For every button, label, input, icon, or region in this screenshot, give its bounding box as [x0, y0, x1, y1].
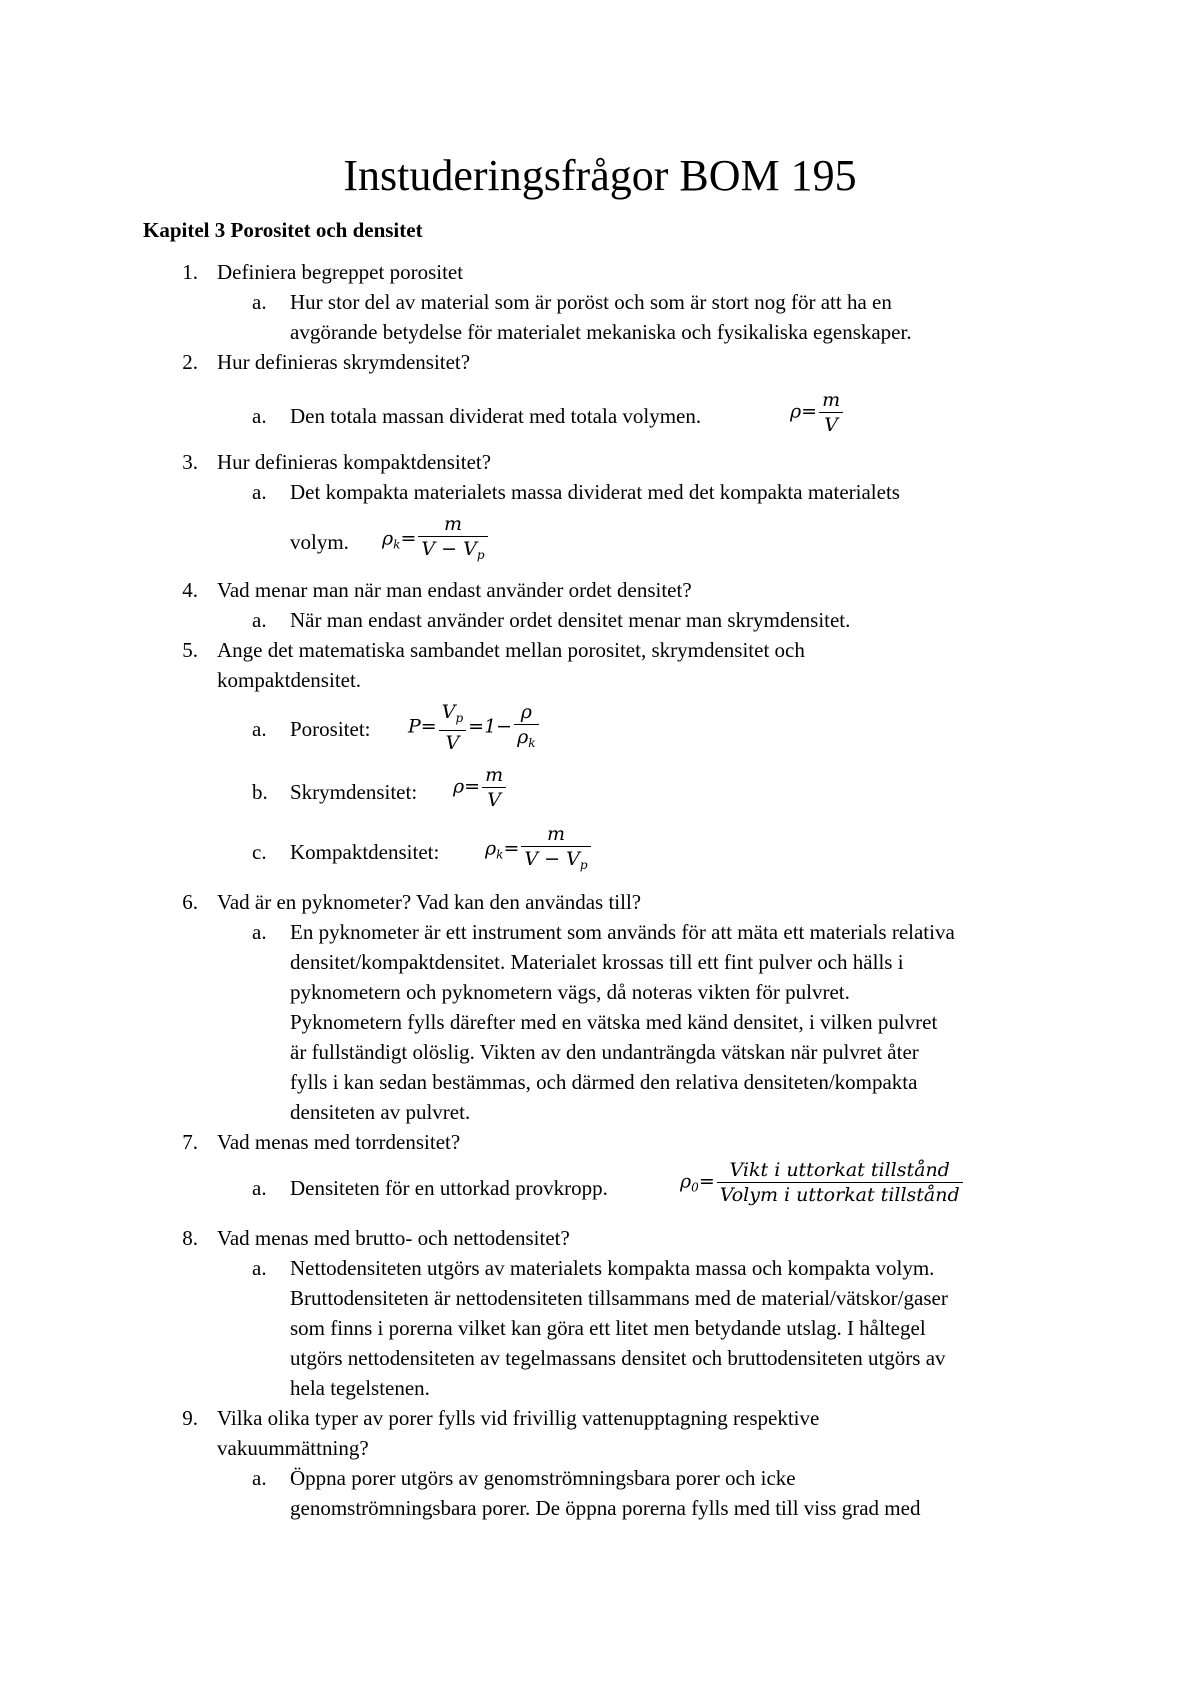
answer-text: När man endast använder ordet densitet menar man skrymdensitet. — [290, 608, 851, 632]
answer-text: volym. — [290, 530, 349, 554]
question-text: Hur definieras skrymdensitet? — [217, 350, 471, 374]
answer-letter: a. — [252, 290, 267, 314]
answer-letter: a. — [252, 480, 267, 504]
answer-text: genomströmningsbara porer. De öppna porerna fylls med till viss grad med — [290, 1496, 921, 1520]
answer-letter: a. — [252, 1466, 267, 1490]
formula-porositet: P= $\frac{V_p}{V}$ =1− $\frac{\rho}{\rho_k}$ — [408, 700, 541, 755]
question-number: 1. — [182, 260, 198, 284]
question-text: Vad menas med torrdensitet? — [217, 1130, 461, 1154]
question-text: Hur definieras kompaktdensitet? — [217, 450, 492, 474]
answer-text: är fullständigt olöslig. Vikten av den undanträngda vätskan när pulvret åter — [290, 1040, 919, 1064]
formula-skrymdensitet: ρ= $\frac{m}{V}$ — [790, 388, 845, 437]
question-number: 2. — [182, 350, 198, 374]
formula-kompaktdensitet: $\rho_k=$ $\frac{m}{V - V_p}$ — [382, 512, 490, 567]
answer-text: En pyknometer är ett instrument som används för att mäta ett materials relativa — [290, 920, 955, 944]
answer-text: avgörande betydelse för materialet mekaniska och fysikaliska egenskaper. — [290, 320, 912, 344]
answer-letter: a. — [252, 717, 267, 741]
question-text: vakuummättning? — [217, 1436, 369, 1460]
question-number: 4. — [182, 578, 198, 602]
answer-text: Bruttodensiteten är nettodensiteten tillsammans med de material/vätskor/gaser — [290, 1286, 948, 1310]
formula-torrdensitet: $\rho_0=$ $\frac{\text{Vikt i uttorkat tillstånd}}{\text{Volym i uttorkat tillstånd}}$ — [680, 1158, 965, 1207]
answer-text: Kompaktdensitet: — [290, 840, 440, 864]
question-number: 5. — [182, 638, 198, 662]
question-text: Definiera begreppet porositet — [217, 260, 464, 284]
answer-letter: a. — [252, 920, 267, 944]
answer-letter: a. — [252, 1256, 267, 1280]
answer-text: pyknometern och pyknometern vägs, då noteras vikten för pulvret. — [290, 980, 850, 1004]
question-number: 7. — [182, 1130, 198, 1154]
answer-text: Densiteten för en uttorkad provkropp. — [290, 1176, 608, 1200]
answer-text: densitet/kompaktdensitet. Materialet krossas till ett fint pulver och hälls i — [290, 950, 904, 974]
question-text: kompaktdensitet. — [217, 668, 362, 692]
answer-letter: b. — [252, 780, 268, 804]
question-text: Vad menas med brutto- och nettodensitet? — [217, 1226, 570, 1250]
answer-letter: a. — [252, 1176, 267, 1200]
answer-text: hela tegelstenen. — [290, 1376, 430, 1400]
answer-text: Nettodensiteten utgörs av materialets kompakta massa och kompakta volym. — [290, 1256, 935, 1280]
question-number: 9. — [182, 1406, 198, 1430]
answer-text: Skrymdensitet: — [290, 780, 418, 804]
question-text: Vad menar man när man endast använder ordet densitet? — [217, 578, 692, 602]
formula-kompaktdensitet: $\rho_k=$ $\frac{m}{V - V_p}$ — [485, 822, 593, 877]
chapter-heading: Kapitel 3 Porositet och densitet — [143, 218, 423, 242]
answer-text: Porositet: — [290, 717, 371, 741]
answer-text: Det kompakta materialets massa dividerat med det kompakta materialets — [290, 480, 900, 504]
answer-text: densiteten av pulvret. — [290, 1100, 471, 1124]
question-text: Vad är en pyknometer? Vad kan den användas till? — [217, 890, 642, 914]
answer-letter: a. — [252, 608, 267, 632]
answer-text: Den totala massan dividerat med totala volymen. — [290, 404, 702, 428]
answer-text: Hur stor del av material som är poröst och som är stort nog för att ha en — [290, 290, 892, 314]
formula-skrymdensitet: ρ= $\frac{m}{V}$ — [453, 763, 508, 812]
question-number: 6. — [182, 890, 198, 914]
answer-text: utgörs nettodensiteten av tegelmassans densitet och bruttodensiteten utgörs av — [290, 1346, 946, 1370]
answer-text: som finns i porerna vilket kan göra ett litet men betydande utslag. I håltegel — [290, 1316, 926, 1340]
question-number: 8. — [182, 1226, 198, 1250]
answer-letter: a. — [252, 404, 267, 428]
answer-letter: c. — [252, 840, 267, 864]
question-text: Vilka olika typer av porer fylls vid frivillig vattenupptagning respektive — [217, 1406, 820, 1430]
answer-text: Pyknometern fylls därefter med en vätska med känd densitet, i vilken pulvret — [290, 1010, 938, 1034]
question-number: 3. — [182, 450, 198, 474]
answer-text: fylls i kan sedan bestämmas, och därmed den relativa densiteten/kompakta — [290, 1070, 918, 1094]
question-text: Ange det matematiska sambandet mellan porositet, skrymdensitet och — [217, 638, 805, 662]
answer-text: Öppna porer utgörs av genomströmningsbara porer och icke — [290, 1466, 796, 1490]
document-title: Instuderingsfrågor BOM 195 — [343, 151, 857, 200]
